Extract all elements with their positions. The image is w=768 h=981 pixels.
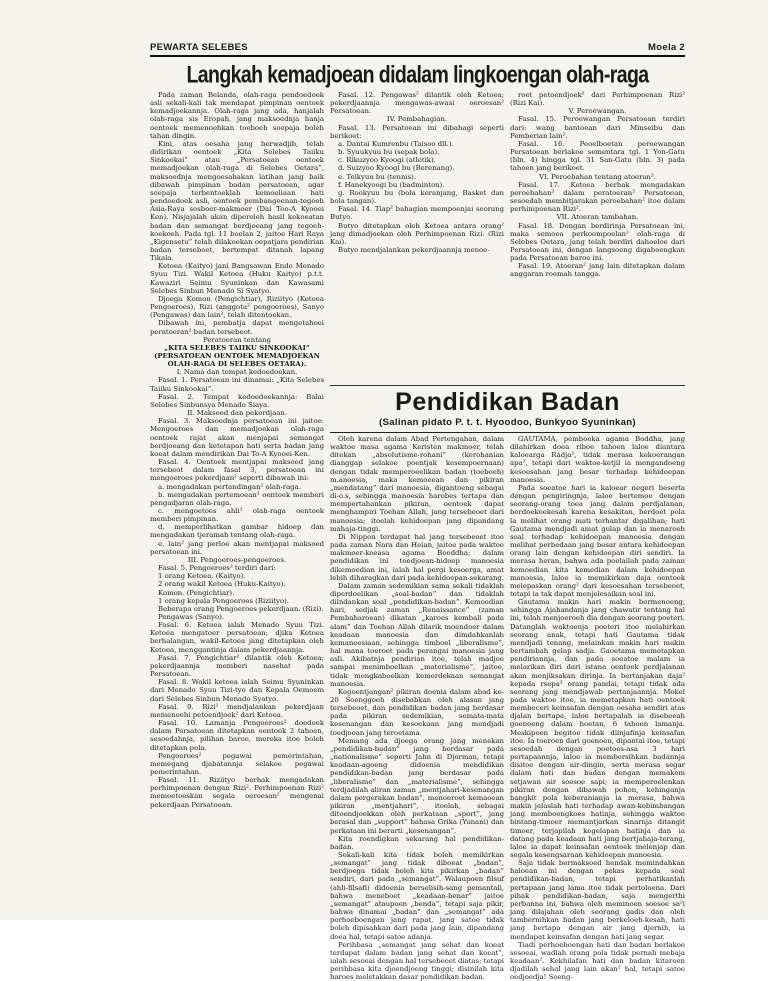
article-1-column-3 bbox=[510, 91, 685, 383]
paragraph: Pada zaman Belanda, olah-raga pendoedoek asli sekali-kali tak mendapat pimpinan oentoek kemadjoekannja. Olah-raga jang ada, hanjalah olah-raga sis Eropah, jang maksoednja hanja oentoek memenoehkan toeboeh soepaja boleh tahan dingin. bbox=[150, 91, 324, 140]
paragraph: Fasal. 19. Atoeran² jang lain ditetapkan dalam anggaran roemah tangga. bbox=[510, 262, 685, 279]
paragraph: Fasal. 15. Peroewangan Persatoean terdiri dari: wang bantoean dari Minseibu dan Pemberian lain². bbox=[510, 115, 685, 140]
paragraph: VI. Peroebahan tentang atoeran². bbox=[539, 172, 656, 181]
paragraph: Fasal. 9. Rizi² mendjalankan pekerdjaan memenoehi petoendjoek² dari Ketoea. bbox=[150, 702, 324, 719]
paragraph: Komon. (Pengichtiar). bbox=[158, 588, 235, 597]
article-1-right-columns bbox=[330, 91, 685, 383]
paragraph: Di Nippon terdapat hal jang tersebeoet itoe pada zaman Nara dan Heian, jaitoe pada waktoe makmoer-koeasa agama Boeddha; dalam pendidikan ini toedjoean-hidoep manoesia dikemoedian ini, ialah hal pergi kesoerga, amat lebih diharagkan dari pada kehidoepan-sekarang. bbox=[330, 532, 505, 582]
paragraph: Fasal. 3. Maksoednja persatoean ini jaitoe: Mengoeroes dan memadjoekan olah-raga oentoek rajat akan menjapai semangat berdjoeang dan ketetapan hati serta badan jang koeat dalam mendirikan Dai To-A Kyooei-Ken. bbox=[150, 417, 324, 458]
paragraph: Fasal. 13. Persatoean ini dibahagi seperti berikoet: bbox=[330, 123, 504, 140]
paragraph: 1 orang Ketoea. (Kaityo). bbox=[158, 572, 246, 581]
running-head-title: PEWARTA SELEBES bbox=[150, 42, 248, 53]
paragraph: Fasal. 12. Pengawas² dilantik oleh Ketoea; pekerdjaannja mengawas-awasi oeroesan² Persatoean. bbox=[330, 91, 504, 116]
paragraph: Perihbasa „semangat jang sehat dan koeat terdapat dalam badan jang sehat dan koeat”, ialah sesoeai dengan hal tersebeoet diatas; tetapi perihbasa kita djoendjoeng tinggi; disinilah kita haroes meletakkan dasar pendidikan badan. bbox=[330, 940, 504, 981]
paragraph: Tiadi perhoeboengan hati dan badan berlakoe sesoeai, wadlah orang pola tidak pernah mebaja keadaan². Kekhilafan hati dan badan kitaroen djadilah sehal jang lain akan² hal, tetapi satoe oedjoedja! Soeng- bbox=[510, 940, 685, 981]
section-divider bbox=[330, 385, 685, 386]
paragraph: roet petoendjoek² dari Perhimpoenan Rizi² (Rizi Kai). bbox=[510, 91, 685, 108]
paragraph: III. Pengoeroes-pengoeroes. bbox=[187, 555, 287, 564]
paragraph: Fasal. 18. Dengan berdirinja Persatoean ini, maka semoea perkoempoelan² olah-raga di Selebes Oetara, jang telah berdiri dahoeloe dari Persatoean ini, dengan langsoeng digaboengkan pada Persatoean baroe ini. bbox=[510, 221, 685, 263]
paragraph: Dibawah ini, pembatja dapat mengetahoei peratoeran² badan tersebeot. bbox=[150, 319, 324, 336]
paragraph: e. lain² jang perloe akan mentjapai maksoed persatoean ini. bbox=[150, 539, 324, 556]
paragraph: c. mengoetoes ahli² olah-raga oentoek memberi pimpinan. bbox=[150, 506, 324, 524]
article-2-subhead: (Salinan pidato P. t. t. Hyoodoo, Bunkyoo Syuninkan) bbox=[379, 417, 636, 428]
article-2-columns bbox=[330, 435, 685, 981]
paragraph: d. memperlihatkan gambar hidoep dan mengadakan tjeramah tentang olah-raga. bbox=[150, 523, 324, 540]
paragraph: b. mengadakan pertemoean² oentoek memberi pengadjaran olah-raga. bbox=[150, 490, 324, 507]
paragraph: IV. Pembahagian. bbox=[386, 115, 448, 124]
article-1-headline: Langkah kemadjoean didalam lingkoengan olah-raga bbox=[186, 61, 649, 89]
paragraph: Peratoeran tentang bbox=[203, 335, 271, 344]
paragraph: Fasal. 11. Riziityo berhak mengadakan perhimpoenan dengan Rizi². Perhimpoenan Rizi² memoetoeskan segala oeroesan² mengenai pekerdjaan Persatoean. bbox=[150, 776, 324, 809]
paragraph: 1 orang kepala Pengoeroes (Riziityo). bbox=[158, 596, 289, 605]
paragraph: Butyo mendjalankan pekerdjaannja menoe- bbox=[338, 245, 490, 254]
paragraph: Sekali-kali kita tidak boleh memikirkan „semangat” jang tidak diboeat „badan”, berdjoega tidak boleh kita pikirkan „badan” sendiri, dari pada „semangat”. Walaupoen filsuf (ahli-filsafi) didoenia berselisih-sang pemantali, bahwa meneboet „keadaan-benar” jaitoe „semangat” ataupoen „benda”, tetapi saja pikir, bahwa dinamai „badan” dan „semangat” ada perhoeboengan jang rapat, jang satoe tidak boleh dipisahkan dari pada jang lain, dipandang doea hal, tetapi satoe adanja. bbox=[330, 850, 504, 941]
paragraph: g. Rookyuu bu (bola keranjang, Basket dan bola tangan). bbox=[330, 188, 504, 206]
page-content bbox=[150, 42, 685, 981]
paragraph: II. Maksoed dan pekerdjaan. bbox=[186, 409, 288, 418]
subhead-divider bbox=[330, 432, 685, 433]
article-2-column-2 bbox=[510, 435, 685, 981]
paragraph: Fasal. 4. Oentoek mentjapai maksoed jang tersebeot dalam fasal 3, persatoean ini mengoeroes pekerdjaan² seperti dibawah ini: bbox=[150, 458, 324, 483]
paragraph: Fasal. 17. Ketoea berhak mengadakan peroebahan² dalam peratoeran² Persatoean, sesoedah membitjarakan peroebahan² itoe dalam perhimpoenan Rizi². bbox=[510, 180, 685, 214]
article-2-column-1 bbox=[330, 435, 505, 981]
paragraph: Kini, atas oesaha jang berwadjib, telah didirikan oentoek „Kita Selebes Taiiku Sinkookai” atau „Persatoean oentoek memadjoekan olah-raga di Selebes Oetara”, maksoednja mengoesahakan latihan jang baik dibawah pimpinan badan persatoean, agar soepaja terbentoeklah kemoeliaan hati pendoedoek asli, oentoek pembangoenan-tegoeh Asia-Raya sosboer-makmoer (Dai Too-A Kyooei Ken). Nisjajalah akan diperoleh hasil kekoeatan badan dan semangat berdjoeang jang tegoeh-koekoeh. Pada tgl. 11 boelan 2, jaitoe Hari Raya „Kigensetu” telah dilakoekan oepatjara pendirian badan terseboet, bertempat ditanah lapang Tikala. bbox=[150, 139, 324, 263]
paragraph: Ketoea (Kaityo) jani Bangsawan Endo Menado Syuu Tizi. Wakil Ketoea (Huku Kaityo) p.t.t. Kawaziri Seimu Syuninkan dan Kawasami Selebes Sinbun Menado Si Syatyo. bbox=[150, 262, 324, 295]
body-columns bbox=[150, 91, 685, 981]
page-number: Moela 2 bbox=[648, 42, 685, 53]
paragraph: Saja tidak bermaksoed hendak memindahkan haloean ini dengan pekas kepada soal pendidikan-badan, tetapi perhatikanlah pertapaan jang lama itoe tidak pertoloena. Dari pihak pendidikan-badan, saja mengerthi perbanna ini, bahwa oleh meminoen soesoe sa²i jang dilajahan oleh seorang gadis dan oleh tambernihkan badan jang berkeloeh-kesah, hati jang bertapa dengan air jang djernih, ia mendapat keinsafan dengan hati jang segar. bbox=[510, 859, 685, 941]
paragraph: b. Syuukyuu bu (sepak bola). bbox=[338, 148, 440, 157]
paragraph: Fasal. 10. Lamanja Pengoeroes² doedoek dalam Persatoean ditetapkan oentoek 2 tahoen, sesoedahnja, pilihan baroe, mereka itoe boleh ditetapkan pola. bbox=[150, 719, 324, 752]
paragraph: c. Rikuzyoo Kyoogi (atletik). bbox=[338, 156, 436, 165]
paragraph: 2 orang wakil Ketoea (Huku-Kaityo). bbox=[158, 580, 286, 589]
article-1-column-2 bbox=[330, 91, 504, 383]
paragraph: a. mengadakan pertandingan² olah-raga. bbox=[158, 482, 301, 491]
paragraph: Memang ada djoega orang jang menekan „pendidikan-badan” jang berdasar pada „nationalisme” seperti Jahn di Djerman, tetapi keadaan-agoeng didoenia mendidikan pendidikan-badan jang berdasar pada „liberalisme” dan „materialisme”, sehingga terdjadilah aliran zaman „mentjahari-kesenangan dalam pergerakan badan”, menoeroet kemaoean pikiran „mentjahari”, itoelah, sebagai ditoendjoekkan oleh perkataan „sport”, jang berasal dan „support” bahasa Grika (Yunani) dan perkataan ini berarti „kesenangan”. bbox=[330, 736, 504, 835]
paragraph: d. Suizyoo Kyoogi bu (Berenang). bbox=[338, 164, 455, 173]
paragraph: GAUTAMA, pemboeka agama Boddha, jang dilahirkan doea riboe tahoen laloe diantara kaloearga Radja², tidak merasa kekoerangan apa², tetapi dari waktoe-ketjil ia mengandoeng kesoesahan jang besar terhadap kehidoepan manoesia. bbox=[510, 435, 685, 484]
paragraph: Kegoentjangan² pikiran doenia dalam abad ke-20 Soenggoeh disebabkan oleh alasan jang tersebeoet, dan pendidikan badan jang berdasar pada pikiran sedemikian, semata-mata kesenangan dan kesoekaan jang mendjadi toedjoean jang teroetama. bbox=[330, 687, 504, 737]
paragraph: Pada soeatoe hari ia kaloear negeri beserta dengan pengiringnja, laloe bertemoe dengan seorang-orang toea jang dalam perdjalanan, berdoekoekesah karena kesakitan, berdoet pola la melihat orang mati terhantar digalihan; hati Gautama mendjadi amat gelap dan ia menaroeh soal terhadap kehidoepan manoesia dengan melihat perbedaan jang besar antara kehidoepan orang lain dengan kehidoepan diri sendiri. Ia merasa heran, bahwa ada poelailah pada zaman kemoedian kita kemedian dalam kehidoepan manoesia, laloe ia memikirkan daja oentoek melepaskan orang² dari kesoesahan tersebeoet, tetapi ia tak dapat menjelesaikan soal ini. bbox=[510, 483, 685, 598]
paragraph: Fasal. 7. Pengichtiar² dilantik oleh Ketoea; pekerdjaannja memberi nasehat pada Persatoean. bbox=[150, 653, 324, 679]
paragraph: „KITA SELEBES TAIIKU SINKOOKAI” (PERSATOEAN OENTOEK MEMADJOEKAN OLAH-RAGA DI SELEBES OETARA). bbox=[154, 343, 320, 369]
paragraph: e. Teikyuu bu (tennis). bbox=[338, 172, 417, 181]
paragraph: Fasal. 14. Tiap² bahagian mempoenjai seorang Butyo. bbox=[330, 205, 504, 222]
paragraph: Fasal. 8. Wakil ketoea ialah Seimu Syuninkan dari Menado Syuu Tizi-tyo dan Kepala Oemoem dari Selebes Sinbun Menado Syatyo. bbox=[150, 678, 324, 703]
running-head bbox=[150, 42, 685, 57]
paragraph: Pengoeroes² pegawai pemerintahan, memegang djabatannja selakoe pegawai pemerintahan. bbox=[150, 751, 324, 776]
paragraph: Beberapa orang Pengoeroes pekerdjaan. (Rizi). bbox=[158, 604, 324, 613]
paragraph: V. Peroewangan. bbox=[568, 107, 627, 116]
paragraph: Fasal. 1. Persatoean ini dinamai: „Kita Selebes Taiiku Sinkookai”. bbox=[150, 376, 324, 393]
paragraph: VII. Atoeran tambahan. bbox=[556, 213, 639, 222]
paragraph: f. Hanekyoogi bu (badminton). bbox=[338, 180, 445, 189]
right-section bbox=[330, 91, 685, 981]
paragraph: I. Nama dan tempat kedoedoekan. bbox=[176, 368, 298, 377]
paragraph: Pengawas (Sanyo). bbox=[158, 613, 224, 621]
paragraph: Fasal. 5. Pengoeroes² terdiri dari: bbox=[158, 564, 276, 573]
paragraph: Djoega Komon (Pengichtiar), Riziityo (Ketoea Pengoeroes), Rizi (anggota² pengoeroes), Sanyo (Pengawas) dan lain², telah ditentoekan. bbox=[150, 294, 324, 320]
paragraph: Fasal. 6. Ketoea ialah Menado Syuu Tizi. Ketoea mengatoer persatoean; djika Ketoea berhalangan, wakil-Ketoea jang ditetapkan oleh Ketoea, menggantinja dalam pekerdjaannja. bbox=[150, 621, 324, 654]
paragraph: Dalam zaman sedemikian sama sekali tidaklah diperdoelikan „soal-badan” dan tidaklah diindankan soal „pendidikan-badan”. Kemoedian hari, sedjak zaman „Renaissance” (zaman Pembaharoean) dikatan „karoes kembali pada alam” dan Toehan Allah dilarik moendoer dalam keadaan manoesia dan dimdahkanlah kemanoesiaan, sehingga timboel „liberalisme”, hal mana toeroet pada perangai manoesia jang asli. Akibatnja pendirian itoe, telah madjoe sampai menimboelkan „materialisme”, jaitoe, tidak mengkaboelkan kemerdekaan semangat manoesia. bbox=[330, 581, 504, 688]
paragraph: Kita roendigkan sekarang hal pendidikan-badan. bbox=[330, 834, 504, 851]
paragraph: Butyo ditetapkan oleh Ketoea antara orang² jang dimadjoekan oleh Perhimpoenan Rizi. (Rizi Kai). bbox=[330, 221, 504, 246]
paragraph: Gautama makin hari makin bermenoeng, sehingga Ajahandanja jang chawatir tentang hal ini, telah menjoeroeh dia dengan seorang poeteri. Datanglah waktoenja poeteri itoe melahirkan seorang anak, tetapi hati Gautama tidak mendjadi tenang, melainkan makin hari makin bertambah gelap sadja. Gaoetama memetapkan pendiriannja, dan pada soeatoe malam ia melarikan diri dari istana oentoek perdjalanan akan menjiksakan dirinja. Ia bertanjakan daja² kepada rsepa² orang pandai, tetapi tidak ada seorang jang mendjawab pertanjaannja. Mokel pada waktoe itoe, ia memetapkan hati oentoek membeceri keinsafan dengan oesaha sendiri atas djalan bertapa, laloe bertapalah ia disebeeah goenoeng dalam hoetan, 6 tahoen lamanja. Meskipoen begitoe tidak diinjafinja keinsafan itoe. Ia toeroen dari goenoen, dipantai itoe, tetapi sesoedah dengan poetoes-asa 3 hari pertapaannja, laloe ia membersihkan badannja disitoe dengan air-dingin, serta merasa segar dalam hati dan badan dengan memakem setjawan air soesoe sapi; ia memperoelenkan pikiran dengan dibawah pohon, kehinganja bangkit pola keberanianja ia merasa, bahwa makin jelaslah hati terhadap awan-kebimbangan jang memboengkoes hatinja, sehingga waktoe bintang-timoer memantjarkan sinarnja ditangit timoer, terjapilah kegelapan hatinja dan ia datang pada keadaan hati jang bertjahaja-terang, laloe ia dapat keinsafan oentoek melenjap dan segala kesengsaraan kehidoepan manoesia. bbox=[510, 598, 685, 859]
article-1-column-1 bbox=[150, 91, 324, 913]
paragraph: Fasal. 2. Tempat kedoedoekannja: Balai Selebes Sinbunsya Menado Siaya. bbox=[150, 392, 324, 409]
paragraph: a. Dantai Kumrenbu (Taisoo dll.). bbox=[338, 139, 454, 148]
article-2-headline: Pendidikan Badan bbox=[395, 388, 620, 416]
paragraph: Oleh karena dalam Abad Pertengahan, dalam waktoe masa agama Keristen makmoer, telah ditekan „absolutisme-rohani” (kerohanian dianggap selakoe poentjak kesempoernaan) dengan tidak memperoeelikan badan (toeboeh) m.anoesia, maka kemoeean dan pikiran „mendatang” dari manoesia, digantoeng sebagai di-o.s, sehingga manoesia harobes tertapa dan mempertahankan pikiran, oentoek dapat menghampiri Toehan Allah, jang tersebeoet dari manoesia; itoelah kehidoepan jang dipandang mahaja-tinggi. bbox=[330, 435, 504, 533]
paragraph: Fasal. 16. Peoelboetan peroewangan Persatoean berlakoe sementara tgl. 1 Yon-Gatu (bln. 4) hingga tgl. 31 San-Gatu (bln. 3) pada tahoen jang berikoet. bbox=[510, 139, 685, 173]
